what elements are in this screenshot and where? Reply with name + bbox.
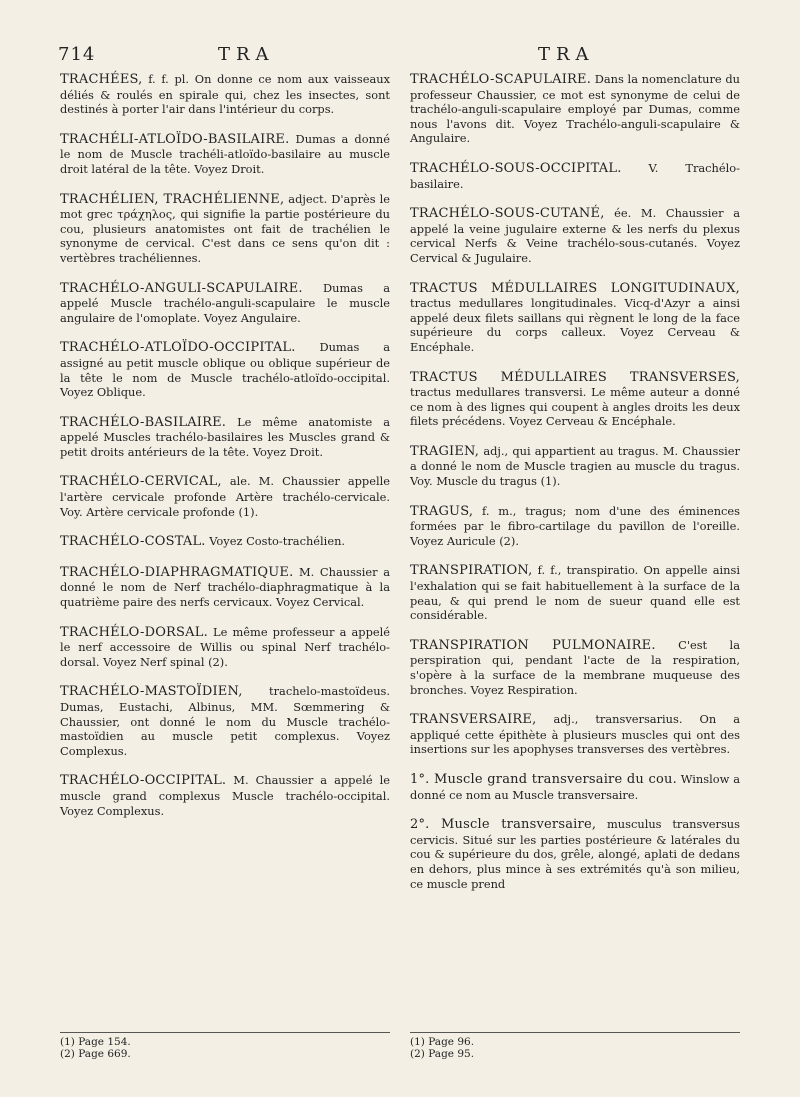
entry-definition: f. f., transpiratio. On appelle ainsi l'exhalation qui se fait habituellement à la surface de la peau, & qui prend le nom de sueur quand elle est considérable. [410, 563, 740, 623]
entry-definition: Dumas a assigné au petit muscle oblique ou oblique supérieur de la tête le nom de Muscle trachélo-atloïdo-occipital. Voyez Oblique. [60, 340, 390, 400]
footnote-rule-right [410, 1032, 740, 1033]
dictionary-entry [60, 72, 390, 117]
entry-definition: Dumas a appelé Muscle trachélo-anguli-scapulaire le muscle angulaire de l'omoplate. Voyez Angulaire. [60, 280, 390, 325]
dictionary-entry [60, 474, 390, 519]
entry-definition: V. Trachélo-basilaire. [410, 160, 740, 191]
footnote-rule-left [60, 1032, 390, 1033]
entry-headword: TRAGIEN, [410, 443, 480, 459]
footnote: (1) Page 154. [60, 1036, 131, 1048]
dictionary-entry [410, 712, 740, 757]
running-head-left: TRA [218, 44, 275, 65]
dictionary-entry [410, 444, 740, 489]
entry-definition: M. Chaussier a appelé le muscle grand complexus Muscle trachélo-occipital. Voyez Complexus. [60, 773, 390, 818]
entry-definition: tractus medullares transversi. Le même auteur a donné ce nom à des lignes qui coupent à angles droits les deux filets précédens. Voyez Cerveau & Encéphale. [410, 385, 740, 429]
entry-definition: Le même professeur a appelé le nerf accessoire de Willis ou spinal Nerf trachélo-dorsal. Voyez Nerf spinal (2). [60, 624, 390, 669]
entry-definition: f. m., tragus; nom d'une des éminences formées par le fibro-cartilage du pavillon de l'oreille. Voyez Auricule (2). [410, 503, 740, 548]
entry-headword: TRACHÉLO-MASTOÏDIEN, [60, 684, 243, 700]
entry-headword: TRACHÉLO-DORSAL. [60, 624, 208, 640]
footnote: (2) Page 669. [60, 1048, 131, 1060]
dictionary-entry [410, 772, 740, 802]
entry-definition: ale. M. Chaussier appelle l'artère cervicale profonde Artère trachélo-cervicale. Voy. Artère cervicale profonde (1). [60, 474, 390, 519]
entry-headword: 2°. Muscle transversaire, [410, 817, 597, 833]
dictionary-entry [410, 72, 740, 146]
dictionary-entry [410, 563, 740, 622]
dictionary-entry [410, 817, 740, 891]
dictionary-entry [60, 132, 390, 177]
entry-headword: TRACTUS MÉDULLAIRES TRANSVERSES, [410, 369, 740, 385]
entry-headword: TRACHÉLIEN, TRACHÉLIENNE, [60, 191, 285, 207]
entry-headword: TRACHÉLO-COSTAL. [60, 534, 206, 550]
entry-headword: TRACHÉLO-ANGULI-SCAPULAIRE. [60, 280, 303, 296]
dictionary-entry [410, 161, 740, 191]
dictionary-entry [410, 206, 740, 265]
entry-definition: Dans la nomenclature du professeur Chaussier, ce mot est synonyme de celui de trachélo-anguli-scapulaire employé par Dumas, comme nous l'avons dit. Voyez Trachélo-anguli-scapulaire & Angulaire. [410, 72, 740, 146]
dictionary-entry [60, 625, 390, 670]
entry-definition: adj., qui appartient au tragus. M. Chaussier a donné le nom de Muscle tragien au muscle du tragus. Voy. Muscle du tragus (1). [410, 443, 740, 489]
entry-headword: TRACHÉLI-ATLOÏDO-BASILAIRE. [60, 131, 290, 147]
entry-definition: musculus transversus cervicis. Situé sur les parties postérieure & latérales du cou & supérieure du dos, grêle, alongé, aplati de dedans en dehors, plus mince à ses extrémités qu'à son milieu, ce muscle prend [410, 817, 740, 891]
entry-headword: TRACHÉLO-DIAPHRAGMATIQUE. [60, 564, 294, 580]
dictionary-entry [60, 565, 390, 610]
dictionary-entry [60, 340, 390, 399]
entry-headword: TRAGUS, [410, 503, 474, 519]
right-column [410, 72, 740, 906]
dictionary-entry [60, 192, 390, 266]
entry-headword: 1°. Muscle grand transversaire du cou. [410, 771, 677, 787]
entry-definition: tractus medullares longitudinales. Vicq-d'Azyr a ainsi appelé deux filets saillans qui règnent le long de la face supérieure du corps calleux. Voyez Cerveau & Encéphale. [410, 296, 740, 354]
entry-definition: Dumas a donné le nom de Muscle trachéli-atloïdo-basilaire au muscle droit latéral de la tête. Voyez Droit. [60, 131, 390, 176]
footnotes-left [60, 1036, 131, 1060]
dictionary-entry [60, 415, 390, 460]
entry-headword: TRANSPIRATION, [410, 563, 533, 579]
entry-headword: TRACHÉLO-SOUS-CUTANÉ, [410, 206, 605, 222]
dictionary-entry [60, 281, 390, 326]
entry-headword: TRACTUS MÉDULLAIRES LONGITUDINAUX, [410, 280, 740, 296]
dictionary-entry [410, 281, 740, 355]
footnote: (2) Page 95. [410, 1048, 475, 1060]
entry-definition: Le même anatomiste a appelé Muscles trachélo-basilaires les Muscles grand & petit droits antérieurs de la tête. Voyez Droit. [60, 414, 390, 459]
entry-headword: TRANSPIRATION PULMONAIRE. [410, 637, 656, 653]
entry-definition: trachelo-mastoïdeus. Dumas, Eustachi, Albinus, MM. Sœmmering & Chaussier, ont donné le nom du Muscle trachélo-mastoïdien au muscle petit complexus. Voyez Complexus. [60, 684, 390, 758]
entry-headword: TRACHÉES, [60, 72, 143, 87]
entry-definition: adj., transversarius. On a appliqué cette épithète à plusieurs muscles qui ont des insertions sur les apophyses transverses des vertèbres. [410, 712, 740, 757]
entry-headword: TRANSVERSAIRE, [410, 712, 537, 728]
entry-definition: C'est la perspiration qui, pendant l'acte de la respiration, s'opère à la surface de la membrane muqueuse des bronches. Voyez Respiration. [410, 637, 740, 697]
dictionary-entry [60, 534, 390, 550]
left-column [60, 72, 390, 833]
entry-definition: M. Chaussier a donné le nom de Nerf trachélo-diaphragmatique à la quatrième paire des nerfs cervicaux. Voyez Cervical. [60, 564, 390, 610]
entry-definition: f. f. pl. On donne ce nom aux vaisseaux déliés & roulés en spirale qui, chez les insectes, sont destinés à porter l'air dans l'intérieur du corps. [60, 72, 390, 117]
entry-headword: TRACHÉLO-CERVICAL, [60, 474, 222, 490]
dictionary-entry [410, 638, 740, 697]
entry-definition: Voyez Costo-trachélien. [205, 534, 346, 549]
footnote: (1) Page 96. [410, 1036, 475, 1048]
entry-headword: TRACHÉLO-OCCIPITAL. [60, 773, 227, 789]
footnotes-right [410, 1036, 474, 1060]
entry-headword: TRACHÉLO-BASILAIRE. [60, 414, 227, 430]
entry-definition: ée. M. Chaussier a appelé la veine jugulaire externe & les nerfs du plexus cervical Nerfs & Veine trachélo-sous-cutanés. Voyez Cervical & Jugulaire. [410, 206, 740, 265]
entry-definition: adject. D'après le mot grec τράχηλος, qui signifie la partie postérieure du cou, plusieurs anatomistes ont fait de trachélien le synonyme de cervical. C'est dans ce sens qu'on dit : vertèbres trachéliennes. [60, 191, 390, 265]
entry-headword: TRACHÉLO-SCAPULAIRE. [410, 72, 592, 87]
page-header [58, 44, 742, 68]
running-head-right: TRA [538, 44, 595, 65]
dictionary-entry [60, 684, 390, 758]
dictionary-entry [60, 773, 390, 818]
entry-headword: TRACHÉLO-SOUS-OCCIPITAL. [410, 160, 622, 176]
dictionary-entry [410, 370, 740, 429]
entry-definition: Winslow a donné ce nom au Muscle transversaire. [410, 771, 740, 802]
dictionary-entry [410, 504, 740, 549]
page-number: 714 [58, 44, 96, 65]
entry-headword: TRACHÉLO-ATLOÏDO-OCCIPITAL. [60, 340, 296, 356]
